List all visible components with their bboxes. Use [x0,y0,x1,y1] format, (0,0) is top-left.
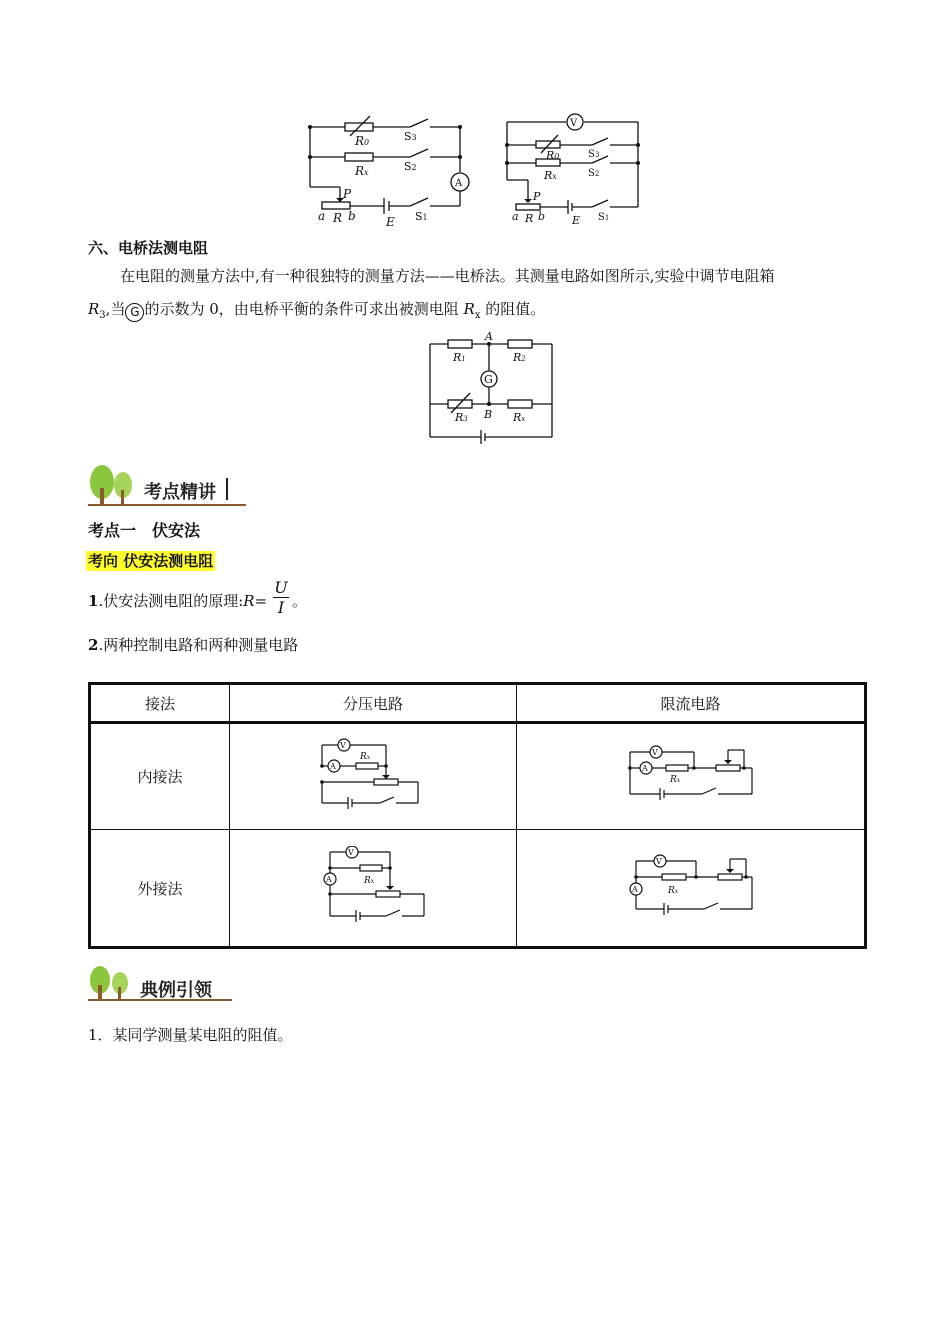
svg-text:A: A [325,875,332,884]
svg-text:A: A [330,762,336,771]
svg-text:A: A [641,763,648,773]
svg-text:R3: R3 [455,411,468,424]
svg-text:R0: R0 [355,134,370,148]
svg-text:a: a [512,210,519,223]
row-label: 外接法 [90,830,230,948]
circuits-item: 2.两种控制电路和两种测量电路 [88,636,299,654]
svg-text:V: V [340,741,346,750]
table-header-cell: 分压电路 [230,684,517,723]
voltage-divider-external-circuit [316,846,431,926]
bridge-circuit-figure [420,330,560,448]
svg-text:R0: R0 [546,149,560,162]
direction-heading: 考向 伏安法测电阻 [88,552,214,570]
svg-text:S1: S1 [415,210,428,223]
svg-text:S1: S1 [598,212,610,223]
svg-text:a: a [318,209,326,223]
section-paragraph-line2: $R_3$,当 G 的示数为 0，由电桥平衡的条件可求出被测电阻 $R_x$ 的阻值。 [88,300,546,321]
svg-text:V: V [655,857,662,866]
current-limiting-internal-circuit [626,744,756,806]
table-header-cell: 接法 [90,684,230,723]
circuit-cell [230,830,517,948]
svg-text:G: G [484,373,493,386]
circuit-methods-table [88,682,867,949]
svg-text:Rx: Rx [544,169,557,182]
svg-text:V: V [347,848,354,857]
row-label: 内接法 [90,723,230,830]
svg-text:A: A [631,885,638,894]
circuit-figure-left [300,112,480,232]
svg-text:Rx: Rx [363,876,374,886]
section-paragraph-line1: 在电阻的测量方法中,有一种很独特的测量方法——电桥法。其测量电路如图所示,实验中调节电阻箱 [120,267,775,285]
table-row [90,830,866,948]
svg-text:V: V [651,747,658,757]
fraction-u-over-i: U I [274,578,288,617]
svg-text:S3: S3 [404,130,417,143]
svg-text:Rx: Rx [669,774,680,785]
svg-text:B: B [484,408,493,421]
tree-icon [86,460,138,508]
circuit-figure-right [500,110,645,230]
svg-text:P: P [343,187,352,201]
circuit-cell [517,723,866,830]
svg-text:b: b [348,209,356,223]
circuit-cell [230,723,517,830]
point-heading: 考点一 伏安法 [88,521,201,540]
circuit-cell [517,830,866,948]
svg-text:E: E [386,215,395,229]
svg-text:Rx: Rx [355,164,369,178]
svg-text:b: b [538,210,546,223]
current-limiting-external-circuit [626,853,756,919]
svg-text:R: R [525,212,534,225]
svg-text:S2: S2 [404,160,417,173]
svg-text:E: E [572,214,581,227]
svg-text:R1: R1 [453,351,466,364]
section-heading: 六、电桥法测电阻 [88,239,209,257]
svg-text:Rx: Rx [360,752,371,762]
svg-text:S3: S3 [588,149,600,160]
table-header-row [90,684,866,723]
svg-text:R2: R2 [513,351,526,364]
table-header-cell: 限流电路 [517,684,866,723]
voltage-divider-internal-circuit [318,737,428,812]
svg-text:V: V [570,118,578,129]
section-banner-examples: 典例引领 [86,962,246,1006]
svg-text:P: P [533,190,541,203]
table-row [90,723,866,830]
svg-text:A: A [455,178,463,189]
svg-text:Rx: Rx [513,411,526,424]
svg-text:A: A [485,330,493,343]
svg-text:S2: S2 [588,168,600,179]
section-banner-key-points: 考点精讲 [86,460,256,510]
principle-item: 1.伏安法测电阻的原理:R= [88,592,268,610]
svg-text:Rx: Rx [667,886,678,896]
galvanometer-symbol: G [125,303,144,322]
tree-icon [86,962,134,1002]
example-item: 1．某同学测量某电阻的阻值。 [88,1026,293,1044]
svg-text:R: R [333,211,343,225]
